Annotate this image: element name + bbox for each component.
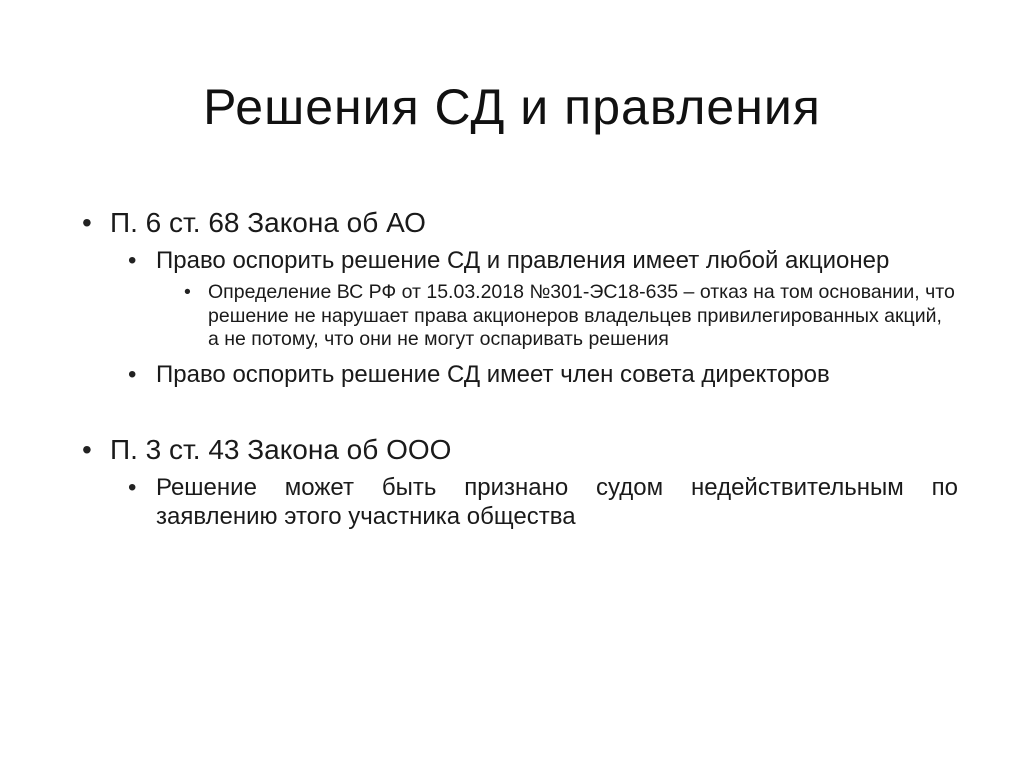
bullet-level1-ao-law: [78, 206, 958, 240]
slide-content: [78, 206, 958, 531]
bullet-level2-court-invalid: [124, 473, 958, 531]
bullet-level1-ooo-law: [78, 433, 958, 467]
section-heading: П. 6 ст. 68 Закона об АО: [110, 207, 426, 238]
bullet-icon: •: [128, 360, 137, 388]
bullet-icon: •: [82, 433, 92, 465]
bullet-text: Право оспорить решение СД и правления имеет любой акционер: [156, 247, 890, 274]
bullet-level2-board-member: [124, 360, 958, 389]
bullet-text: Решение может быть признано судом недействительным по заявлению этого участника общества: [156, 473, 958, 530]
bullet-level3-court-ruling: [180, 281, 958, 352]
bullet-icon: •: [128, 247, 137, 274]
bullet-text: Право оспорить решение СД имеет член совета директоров: [156, 360, 830, 388]
bullet-icon: •: [128, 473, 137, 501]
bullet-icon: •: [184, 281, 191, 303]
bullet-level2-any-shareholder: [124, 246, 958, 275]
slide-title: Решения СД и правления: [203, 79, 821, 135]
section-heading: П. 3 ст. 43 Закона об ООО: [110, 433, 452, 465]
bullet-text: Определение ВС РФ от 15.03.2018 №301-ЭС18-635 – отказ на том основании, что решение не нарушает права акционеров владельцев привилегированных акций, а не потому, что они не могут оспаривать решения: [208, 281, 955, 350]
bullet-icon: •: [82, 207, 92, 238]
